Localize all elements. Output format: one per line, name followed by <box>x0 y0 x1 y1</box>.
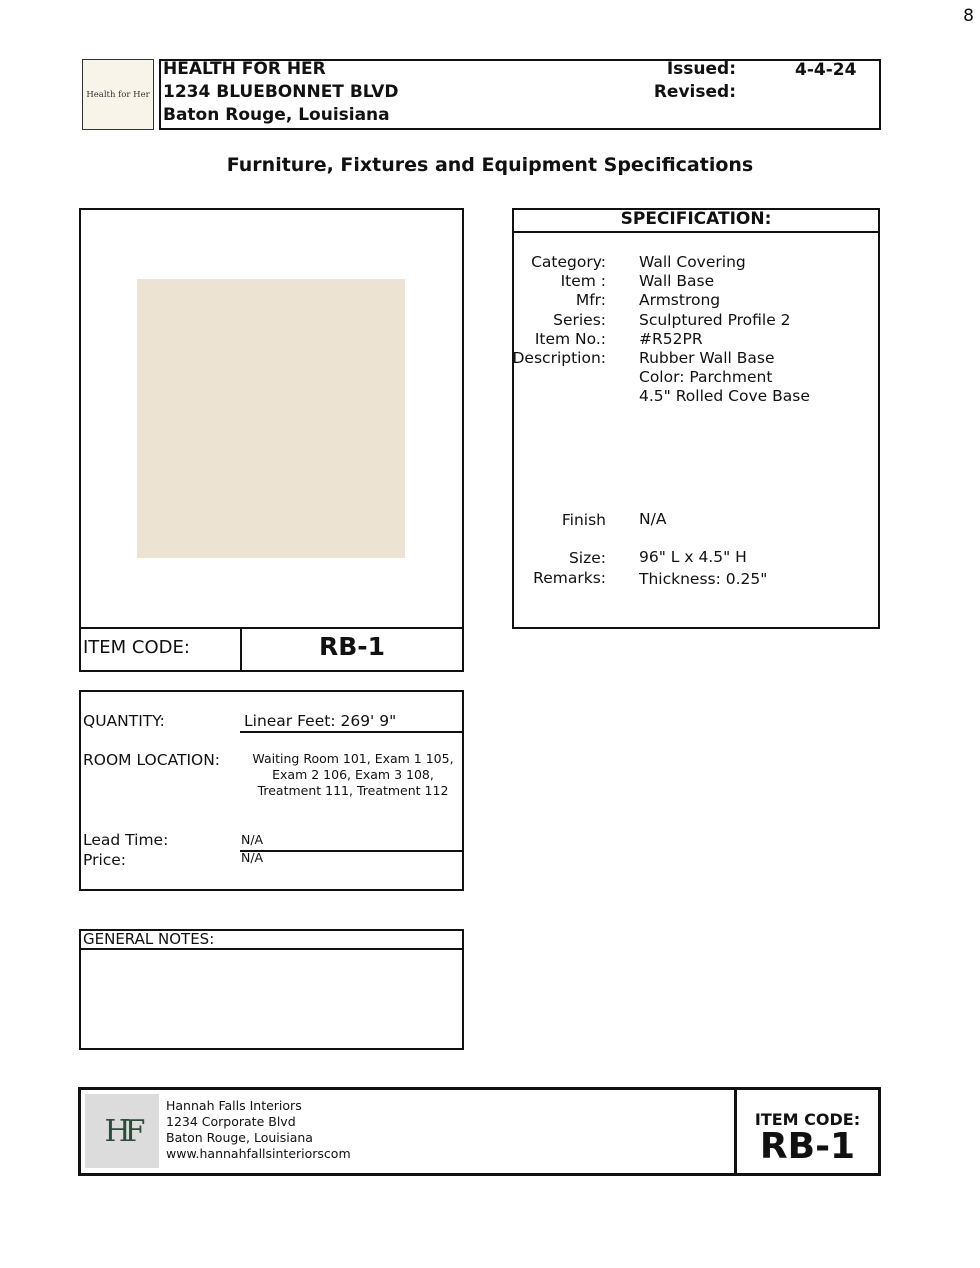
item-value: Wall Base <box>639 272 715 290</box>
series-label: Series: <box>553 311 606 329</box>
mfr-value: Armstrong <box>639 291 721 309</box>
document-title: Furniture, Fixtures and Equipment Specifications <box>226 154 754 176</box>
project-city: Baton Rouge, Louisiana <box>163 105 390 125</box>
series-value: Sculptured Profile 2 <box>639 311 791 329</box>
company-address: 1234 Corporate Blvd <box>166 1114 296 1129</box>
company-logo-mark: HF <box>104 1113 140 1149</box>
quantity-label: QUANTITY: <box>83 712 165 730</box>
revised-label: Revised: <box>653 82 736 102</box>
finish-value: N/A <box>639 510 667 528</box>
description-line: Rubber Wall Base <box>639 349 775 367</box>
price-value: N/A <box>241 850 264 865</box>
room-location-line: Waiting Room 101, Exam 1 105, <box>252 751 454 766</box>
room-location-line: Treatment 111, Treatment 112 <box>257 783 449 798</box>
issued-value: 4-4-24 <box>795 60 857 80</box>
room-location-label: ROOM LOCATION: <box>83 751 221 769</box>
item-code-value: RB-1 <box>318 632 386 661</box>
remarks-value: Thickness: 0.25" <box>639 570 768 588</box>
issued-label: Issued: <box>666 59 736 79</box>
item-label: Item : <box>560 272 606 290</box>
color-swatch <box>137 279 405 558</box>
footer-item-code-value: RB-1 <box>759 1126 856 1167</box>
price-label: Price: <box>83 851 127 869</box>
company-logo <box>85 1094 159 1168</box>
room-location-line: Exam 2 106, Exam 3 108, <box>272 767 434 782</box>
client-logo <box>82 59 154 130</box>
project-address: 1234 BLUEBONNET BLVD <box>163 82 399 102</box>
finish-label: Finish <box>561 511 606 529</box>
remarks-label: Remarks: <box>533 569 606 587</box>
divider <box>512 231 880 233</box>
description-line: Color: Parchment <box>639 368 773 386</box>
item-number-value: #R52PR <box>639 330 703 348</box>
project-name: HEALTH FOR HER <box>163 59 326 79</box>
general-notes-label: GENERAL NOTES: <box>83 930 215 948</box>
size-value: 96" L x 4.5" H <box>639 548 747 566</box>
divider <box>240 850 464 852</box>
company-name: Hannah Falls Interiors <box>166 1098 302 1113</box>
page-number: 8 <box>963 6 974 26</box>
category-value: Wall Covering <box>639 253 746 271</box>
description-line: 4.5" Rolled Cove Base <box>639 387 810 405</box>
company-city: Baton Rouge, Louisiana <box>166 1130 313 1145</box>
divider <box>79 627 464 629</box>
lead-time-label: Lead Time: <box>83 831 169 849</box>
footer-item-code-label: ITEM CODE: <box>754 1110 861 1129</box>
divider <box>240 731 464 733</box>
company-website: www.hannahfallsinteriorscom <box>166 1146 351 1161</box>
item-code-label: ITEM CODE: <box>83 637 190 658</box>
category-label: Category: <box>531 253 606 271</box>
client-logo-text: Health for Her <box>86 89 150 100</box>
quantity-value: Linear Feet: 269' 9" <box>244 712 397 730</box>
item-number-label: Item No.: <box>534 330 606 348</box>
mfr-label: Mfr: <box>575 291 606 309</box>
description-label: Description: <box>512 349 606 367</box>
size-label: Size: <box>568 549 606 567</box>
specification-heading: SPECIFICATION: <box>620 209 772 229</box>
room-location-value <box>246 751 460 799</box>
lead-time-value: N/A <box>241 832 264 847</box>
divider <box>79 948 464 950</box>
